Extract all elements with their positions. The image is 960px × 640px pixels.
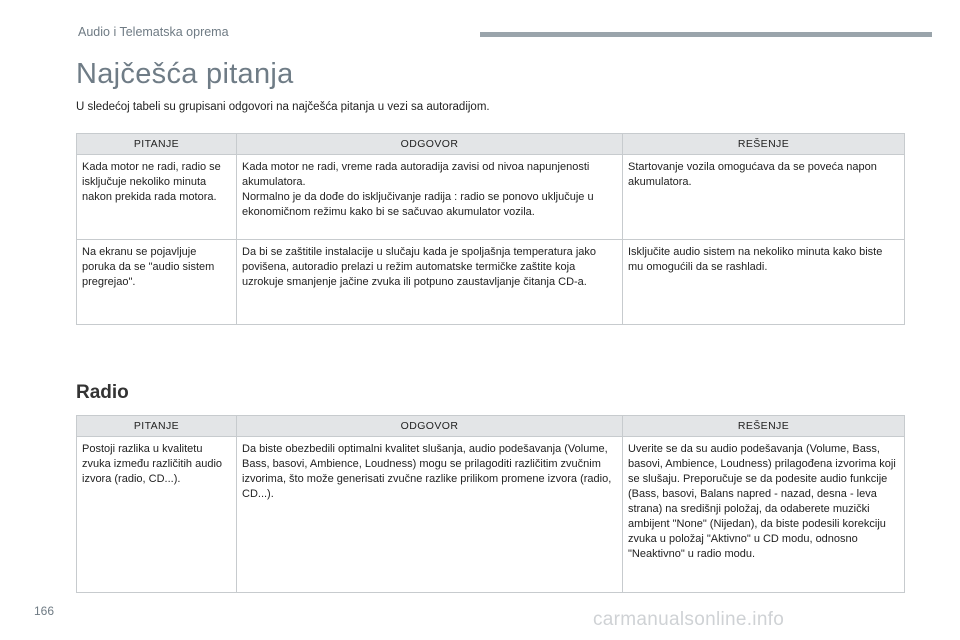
answer-line: Kada motor ne radi, vreme rada autoradija zavisi od nivoa napunjenosti akumulatora. bbox=[242, 161, 590, 188]
solution-cell: Startovanje vozila omogućava da se poveća napon akumulatora. bbox=[623, 155, 905, 240]
faq-table-radio bbox=[76, 415, 905, 593]
column-header-question: PITANJE bbox=[77, 416, 237, 437]
answer-cell bbox=[237, 155, 623, 240]
table-row bbox=[77, 437, 905, 593]
column-header-answer: ODGOVOR bbox=[237, 134, 623, 155]
question-cell: Postoji razlika u kvalitetu zvuka između različitih audio izvora (radio, CD...). bbox=[77, 437, 237, 593]
watermark: carmanualsonline.info bbox=[593, 609, 785, 630]
page-number: 166 bbox=[34, 604, 55, 618]
solution-cell: Uverite se da su audio podešavanja (Volume, Bass, basovi, Ambience, Loudness) prilagođena izvorima koji se slušaju. Preporučuje se da podesite audio funkcije (Bass, basovi, Balans napred - nazad, desna - leva strana) na središnji položaj, da odaberete muzički ambijent "None" (Nijedan), da biste podesili korekciju zvuka u položaj "Aktivno" u CD modu, odnosno "Neaktivno" u radio modu. bbox=[623, 437, 905, 593]
table-row bbox=[77, 155, 905, 240]
table-row bbox=[77, 240, 905, 325]
intro-text: U sledećoj tabeli su grupisani odgovori na najčešća pitanja u vezi sa autoradijom. bbox=[76, 101, 490, 113]
faq-table-general bbox=[76, 133, 905, 325]
question-cell: Kada motor ne radi, radio se isključuje nekoliko minuta nakon prekida rada motora. bbox=[77, 155, 237, 240]
answer-cell: Da bi se zaštitile instalacije u slučaju kada je spoljašnja temperatura jako povišena, autoradio prelazi u režim automatske termičke zaštite koja uzrokuje smanjenje jačine zvuka ili potpuno zaustavljanje čitanja CD-a. bbox=[237, 240, 623, 325]
solution-cell: Isključite audio sistem na nekoliko minuta kako biste mu omogućili da se rashladi. bbox=[623, 240, 905, 325]
column-header-solution: REŠENJE bbox=[623, 134, 905, 155]
header-bar bbox=[480, 32, 932, 37]
column-header-answer: ODGOVOR bbox=[237, 416, 623, 437]
question-cell: Na ekranu se pojavljuje poruka da se "audio sistem pregrejao". bbox=[77, 240, 237, 325]
column-header-solution: REŠENJE bbox=[623, 416, 905, 437]
section-label: Audio i Telematska oprema bbox=[78, 25, 229, 39]
section-title-radio: Radio bbox=[76, 382, 129, 403]
answer-cell: Da biste obezbedili optimalni kvalitet slušanja, audio podešavanja (Volume, Bass, basovi, Ambience, Loudness) mogu se prilagoditi različitim zvučnim izvorima, što može generisati zvučne razlike prilikom promene izvora (radio, CD...). bbox=[237, 437, 623, 593]
column-header-question: PITANJE bbox=[77, 134, 237, 155]
table-header-row bbox=[77, 416, 905, 437]
page-title: Najčešća pitanja bbox=[76, 58, 294, 90]
table-header-row bbox=[77, 134, 905, 155]
answer-line: Normalno je da dođe do isključivanje radija : radio se ponovo uključuje u ekonomičnom režimu kako bi se sačuvao akumulator vozila. bbox=[242, 191, 594, 218]
